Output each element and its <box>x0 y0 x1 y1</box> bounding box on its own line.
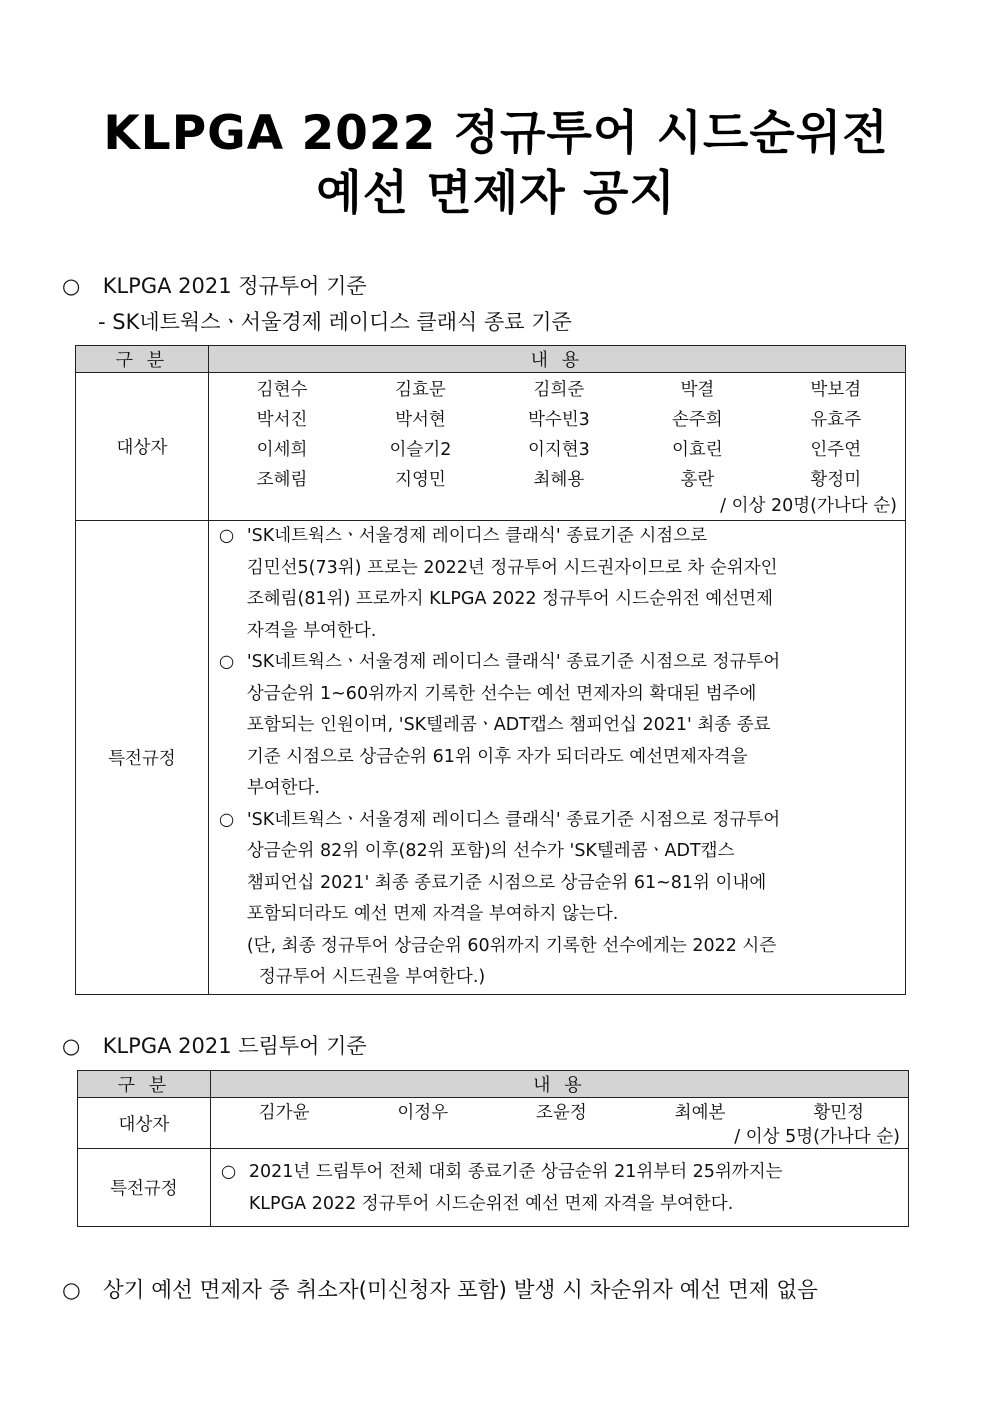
name-entry: 인주연 <box>810 439 862 460</box>
name-entry: 손주희 <box>671 409 723 430</box>
name-entry: 이지현3 <box>527 439 590 460</box>
row-label-targets: 대상자 <box>76 373 209 521</box>
targets-cell <box>208 373 905 521</box>
name-entry: 박결 <box>680 379 715 400</box>
name-entry: 김가윤 <box>258 1103 310 1123</box>
section2-heading <box>62 1030 367 1060</box>
rule-note-line1: (단, 최종 정규투어 상금순위 60위까지 기록한 선수에게는 2022 시즌 <box>246 935 777 956</box>
rule-line: 기준 시점으로 상금순위 61위 이후 자가 되더라도 예선면제자격을 <box>246 746 748 767</box>
rule-item <box>217 521 899 647</box>
table-row-rules <box>78 1149 909 1227</box>
page-title-line2: 예선 면제자 공지 <box>316 166 676 221</box>
rule-line: 김민선5(73위) 프로는 2022년 정규투어 시드권자이므로 차 순위자인 <box>246 557 778 578</box>
rule-line: 조혜림(81위) 프로까지 KLPGA 2022 정규투어 시드순위전 예선면제 <box>246 589 773 609</box>
header-category: 구 분 <box>78 1071 211 1098</box>
name-entry: 이정우 <box>397 1103 449 1123</box>
name-entry: 지영민 <box>395 469 446 490</box>
name-entry: 박서진 <box>256 409 308 430</box>
rule-line: 포함되더라도 예선 면제 자격을 부여하지 않는다. <box>246 904 619 924</box>
name-entry: 박서현 <box>395 409 446 430</box>
name-entry: 이효린 <box>671 439 723 460</box>
name-entry: 이슬기2 <box>389 439 452 460</box>
section1-table <box>75 345 906 995</box>
rule-note-line2: 정규투어 시드권을 부여한다.) <box>258 967 486 987</box>
rule-line: 2021년 드림투어 전체 대회 종료기준 상금순위 21위부터 25위까지는 <box>248 1161 783 1182</box>
name-entry: 박수빈3 <box>527 409 590 430</box>
rules-list <box>217 521 899 931</box>
section1-heading <box>62 270 367 300</box>
header-category: 구 분 <box>76 346 209 373</box>
table-row-rules <box>76 521 906 995</box>
rule-line: 챔피언십 2021' 최종 종료기준 시점으로 상금순위 61~81위 이내에 <box>246 872 767 893</box>
name-entry: 이세희 <box>256 439 308 460</box>
bullet-circle-icon: ○ <box>220 1161 237 1182</box>
rule-line: 포함되는 인원이며, 'SK텔레콤ㆍADT캡스 챔피언십 2021' 최종 종료 <box>246 715 771 735</box>
targets-cell <box>210 1098 908 1149</box>
rule-line: 상금순위 82위 이후(82위 포함)의 선수가 'SK텔레콤ㆍADT캡스 <box>246 841 735 861</box>
rule-line: 'SK네트웍스ㆍ서울경제 레이디스 클래식' 종료기준 시점으로 정규투어 <box>246 809 781 830</box>
rule-line: KLPGA 2022 정규투어 시드순위전 예선 면제 자격을 부여한다. <box>248 1193 734 1214</box>
section1-subheading: - SK네트웍스ㆍ서울경제 레이디스 클래식 종료 기준 <box>98 310 572 334</box>
rules-cell <box>210 1149 908 1227</box>
rule-line: 'SK네트웍스ㆍ서울경제 레이디스 클래식' 종료기준 시점으로 <box>246 526 708 546</box>
rule-item <box>219 1156 902 1220</box>
rule-line: 'SK네트웍스ㆍ서울경제 레이디스 클래식' 종료기준 시점으로 정규투어 <box>246 652 781 672</box>
rule-line: 상금순위 1~60위까지 기록한 선수는 예선 면제자의 확대된 범주에 <box>246 683 757 704</box>
footer-notice <box>62 1273 818 1304</box>
name-entry: 김현수 <box>256 379 308 400</box>
header-content: 내 용 <box>210 1071 908 1098</box>
name-entry: 김희준 <box>533 379 585 400</box>
row-label-targets: 대상자 <box>78 1098 211 1149</box>
rule-line: 자격을 부여한다. <box>246 620 377 641</box>
table-header-row <box>76 346 906 373</box>
rule-item <box>217 805 899 931</box>
bullet-circle-icon: ○ <box>62 1034 81 1058</box>
section1-heading-text: KLPGA 2021 정규투어 기준 <box>102 274 367 298</box>
rules-cell <box>208 521 905 995</box>
name-entry: 황민정 <box>813 1103 865 1123</box>
name-entry: 조혜림 <box>256 469 308 490</box>
bullet-circle-icon: ○ <box>218 809 235 830</box>
name-entry: 최예본 <box>674 1103 726 1123</box>
bullet-circle-icon: ○ <box>62 274 81 298</box>
name-entry: 조윤정 <box>536 1103 587 1123</box>
section2-table <box>77 1070 909 1227</box>
row-label-rules: 특전규정 <box>78 1149 211 1227</box>
name-entry: 김효문 <box>395 379 446 400</box>
row-label-rules: 특전규정 <box>76 521 209 995</box>
bullet-circle-icon: ○ <box>218 526 235 546</box>
bullet-circle-icon: ○ <box>62 1278 81 1303</box>
table-row-targets <box>78 1098 909 1149</box>
table-header-row <box>78 1071 909 1098</box>
footer-notice-text: 상기 예선 면제자 중 취소자(미신청자 포함) 발생 시 차순위자 예선 면제 없음 <box>102 1278 818 1303</box>
rule-item <box>217 647 899 805</box>
name-entry: 홍란 <box>680 469 715 490</box>
rule-line: 부여한다. <box>246 778 321 798</box>
table-row-targets <box>76 373 906 521</box>
name-grid <box>211 1098 908 1126</box>
section2-heading-text: KLPGA 2021 드림투어 기준 <box>102 1034 367 1058</box>
bullet-circle-icon: ○ <box>218 652 235 672</box>
header-content: 내 용 <box>208 346 905 373</box>
target-count: / 이상 5명(가나다 순) <box>734 1127 900 1147</box>
name-entry: 박보겸 <box>810 379 862 400</box>
name-grid <box>209 375 905 493</box>
page-title-line1: KLPGA 2022 정규투어 시드순위전 <box>103 106 889 161</box>
name-entry: 황정미 <box>810 469 862 490</box>
name-entry: 최혜용 <box>533 469 585 490</box>
target-count: / 이상 20명(가나다 순) <box>720 495 897 516</box>
name-entry: 유효주 <box>810 409 862 430</box>
